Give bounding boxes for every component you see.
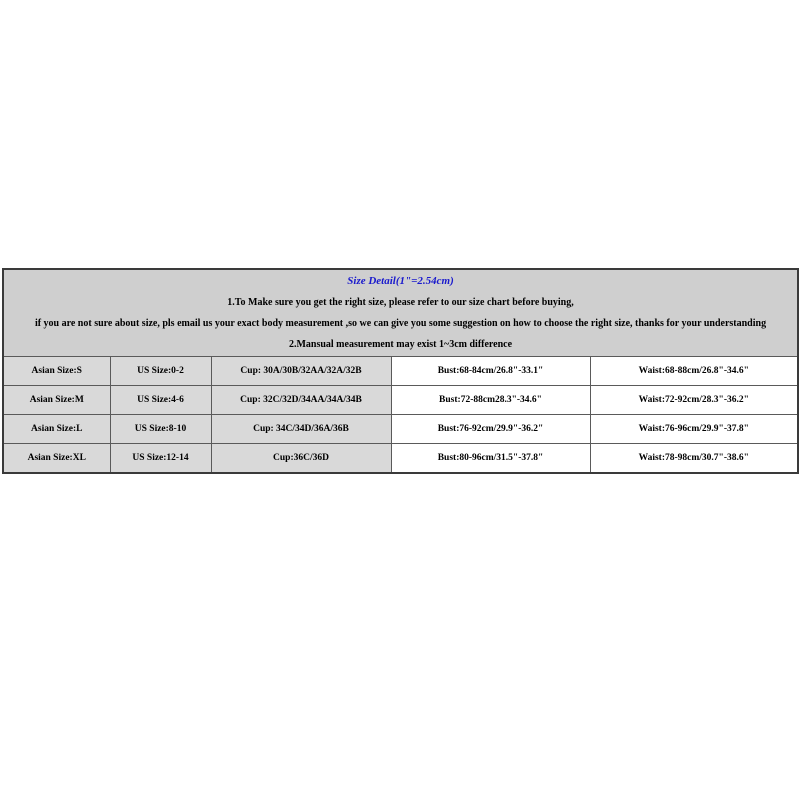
instruction-line-2: if you are not sure about size, pls email us your exact body measurement ,so we can give you some suggestion on how to choose the right size, thanks for your understanding — [34, 318, 767, 329]
waist-cell: Waist:68-88cm/26.8"-34.6" — [590, 357, 798, 386]
us-size-cell: US Size:12-14 — [110, 444, 211, 474]
size-chart-table — [2, 268, 799, 474]
waist-cell: Waist:78-98cm/30.7"-38.6" — [590, 444, 798, 474]
us-size-cell: US Size:0-2 — [110, 357, 211, 386]
instruction-line-3: 2.Mansual measurement may exist 1~3cm difference — [288, 339, 513, 350]
bust-cell: Bust:68-84cm/26.8"-33.1" — [391, 357, 590, 386]
cup-cell: Cup:36C/36D — [211, 444, 391, 474]
cup-cell: Cup: 32C/32D/34AA/34A/34B — [211, 386, 391, 415]
us-size-cell: US Size:8-10 — [110, 415, 211, 444]
size-detail-title: Size Detail(1"=2.54cm) — [347, 275, 454, 287]
asian-size-cell: Asian Size:M — [3, 386, 110, 415]
asian-size-cell: Asian Size:S — [3, 357, 110, 386]
size-detail-header — [3, 269, 798, 357]
table-row — [3, 357, 798, 386]
waist-cell: Waist:76-96cm/29.9"-37.8" — [590, 415, 798, 444]
cup-cell: Cup: 34C/34D/36A/36B — [211, 415, 391, 444]
instruction-line-1: 1.To Make sure you get the right size, please refer to our size chart before buying, — [227, 297, 574, 308]
size-detail-header-row — [3, 269, 798, 357]
asian-size-cell: Asian Size:L — [3, 415, 110, 444]
waist-cell: Waist:72-92cm/28.3"-36.2" — [590, 386, 798, 415]
cup-cell: Cup: 30A/30B/32AA/32A/32B — [211, 357, 391, 386]
bust-cell: Bust:80-96cm/31.5"-37.8" — [391, 444, 590, 474]
bust-cell: Bust:76-92cm/29.9"-36.2" — [391, 415, 590, 444]
table-row — [3, 386, 798, 415]
table-row — [3, 444, 798, 474]
asian-size-cell: Asian Size:XL — [3, 444, 110, 474]
table-row — [3, 415, 798, 444]
bust-cell: Bust:72-88cm28.3"-34.6" — [391, 386, 590, 415]
us-size-cell: US Size:4-6 — [110, 386, 211, 415]
